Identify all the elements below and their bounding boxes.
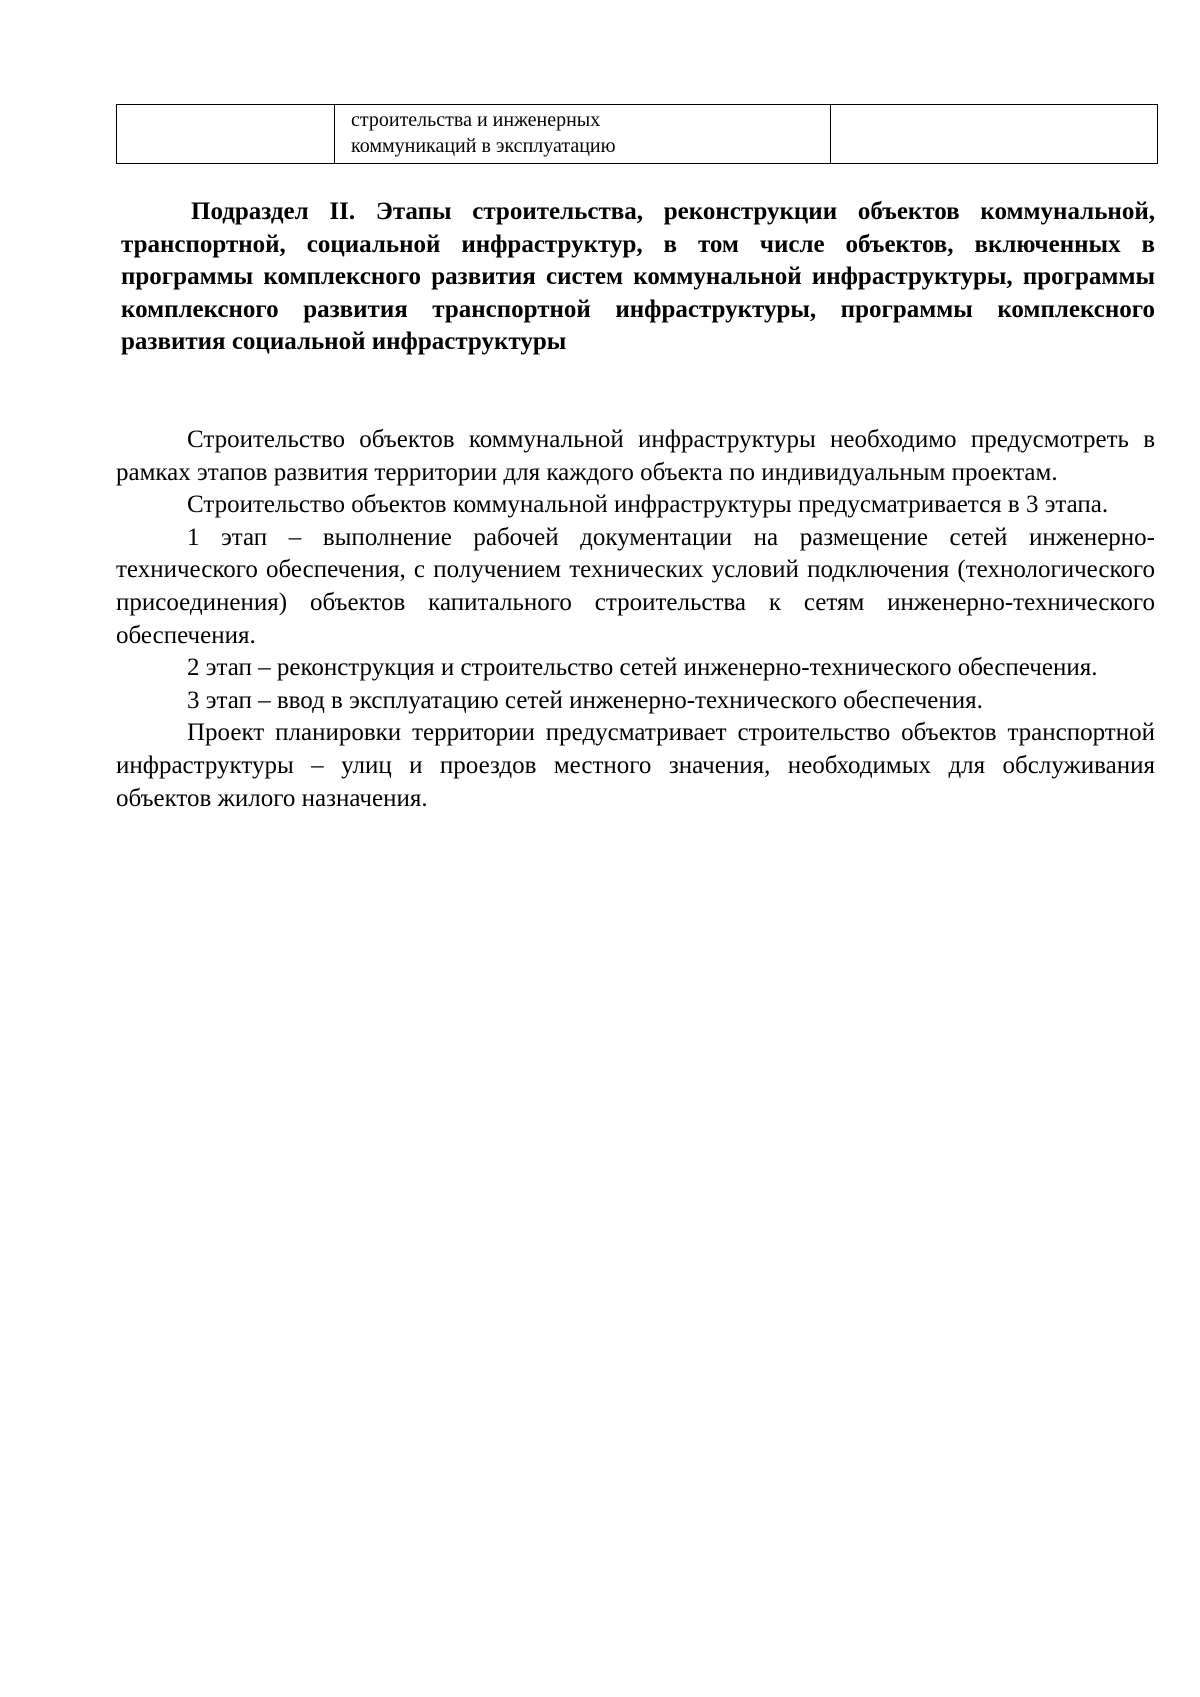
table-cell-3 [831, 105, 1158, 164]
table-cell-2-line-1: строительства и инженерных [351, 109, 601, 131]
table-cell-2 [335, 105, 831, 164]
table-row [117, 105, 1158, 164]
section-heading: Подраздел II. Этапы строительства, реконструкции объектов коммунальной, транспортной, социальной инфраструктур, в том числе объектов, включенных в программы комплексного развития систем коммунальной инфраструктуры, программы комплексного развития транспортной инфраструктуры, программы комплексного развития социальной инфраструктуры [121, 198, 1155, 355]
paragraph: Строительство объектов коммунальной инфраструктуры необходимо предусмотреть в рамках этапов развития территории для каждого объекта по индивидуальным проектам. [116, 426, 1155, 486]
paragraph: 1 этап – выполнение рабочей документации на размещение сетей инженерно-технического обеспечения, с получением технических условий подключения (технологического присоединения) объектов капитального строительства к сетям инженерно-технического обеспечения. [116, 523, 1155, 649]
paragraph: Проект планировки территории предусматривает строительство объектов транспортной инфраструктуры – улиц и проездов местного значения, необходимых для обслуживания объектов жилого назначения. [116, 719, 1155, 812]
paragraph: Строительство объектов коммунальной инфраструктуры предусматривается в 3 этапа. [187, 491, 1109, 519]
body-text [116, 424, 1155, 815]
table-cell-2-line-2: коммуникаций в эксплуатацию [351, 135, 616, 157]
paragraph: 3 этап – ввод в эксплуатацию сетей инженерно-технического обеспечения. [187, 686, 983, 714]
paragraph: 2 этап – реконструкция и строительство сетей инженерно-технического обеспечения. [187, 654, 1098, 682]
table-fragment [116, 104, 1158, 164]
table-cell-1 [117, 105, 335, 164]
